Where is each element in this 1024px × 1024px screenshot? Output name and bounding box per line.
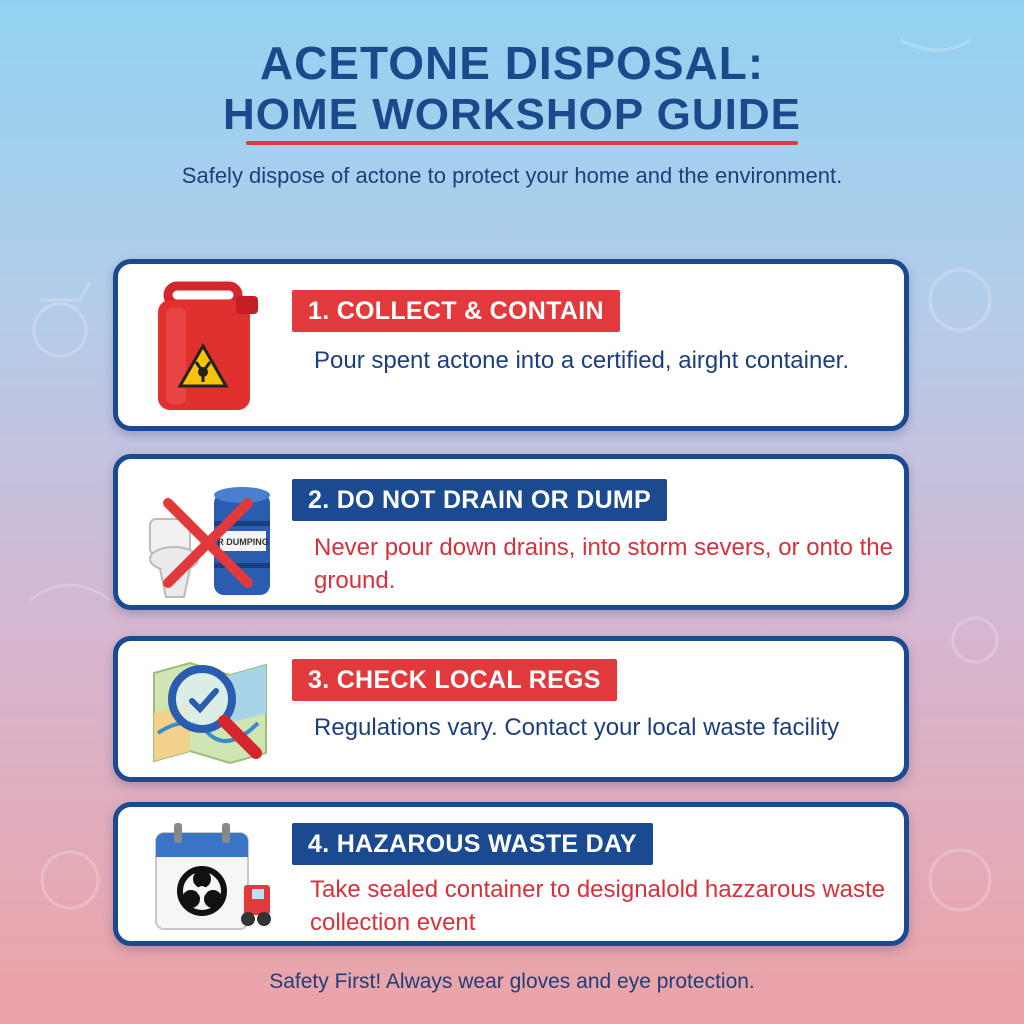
map-magnifier-icon <box>140 653 280 773</box>
biohazard-calendar-truck-icon <box>140 819 280 939</box>
step-2-heading: 2. DO NOT DRAIN OR DUMP <box>292 479 667 521</box>
step-card-4 <box>113 802 909 946</box>
safety-footer-note: Safety First! Always wear gloves and eye protection. <box>269 970 755 993</box>
step-1-heading: 1. COLLECT & CONTAIN <box>292 290 620 332</box>
page-title-line-1: ACETONE DISPOSAL: <box>259 37 765 89</box>
step-4-heading: 4. HAZAROUS WASTE DAY <box>292 823 653 865</box>
gas-can-hazard-icon <box>140 278 280 418</box>
step-3-heading: 3. CHECK LOCAL REGS <box>292 659 617 701</box>
page-subtitle: Safely dispose of actone to protect your home and the environment. <box>181 163 843 188</box>
no-drain-dumping-icon <box>140 473 280 603</box>
title-underline <box>246 141 798 145</box>
page-title-line-2: HOME WORKSHOP GUIDE <box>222 90 801 139</box>
barrel-label: R DUMPING <box>217 537 269 547</box>
step-card-1 <box>113 259 909 431</box>
step-1-text: Pour spent actone into a certified, airght container. <box>314 347 849 374</box>
step-4-text: Take sealed container to designalold hazzarous waste collection event <box>310 876 886 936</box>
step-2-text: Never pour down drains, into storm severs, or onto the ground. <box>314 534 893 594</box>
step-3-text: Regulations vary. Contact your local waste facility <box>314 714 840 741</box>
step-card-2 <box>113 454 909 610</box>
step-card-3 <box>113 636 909 782</box>
